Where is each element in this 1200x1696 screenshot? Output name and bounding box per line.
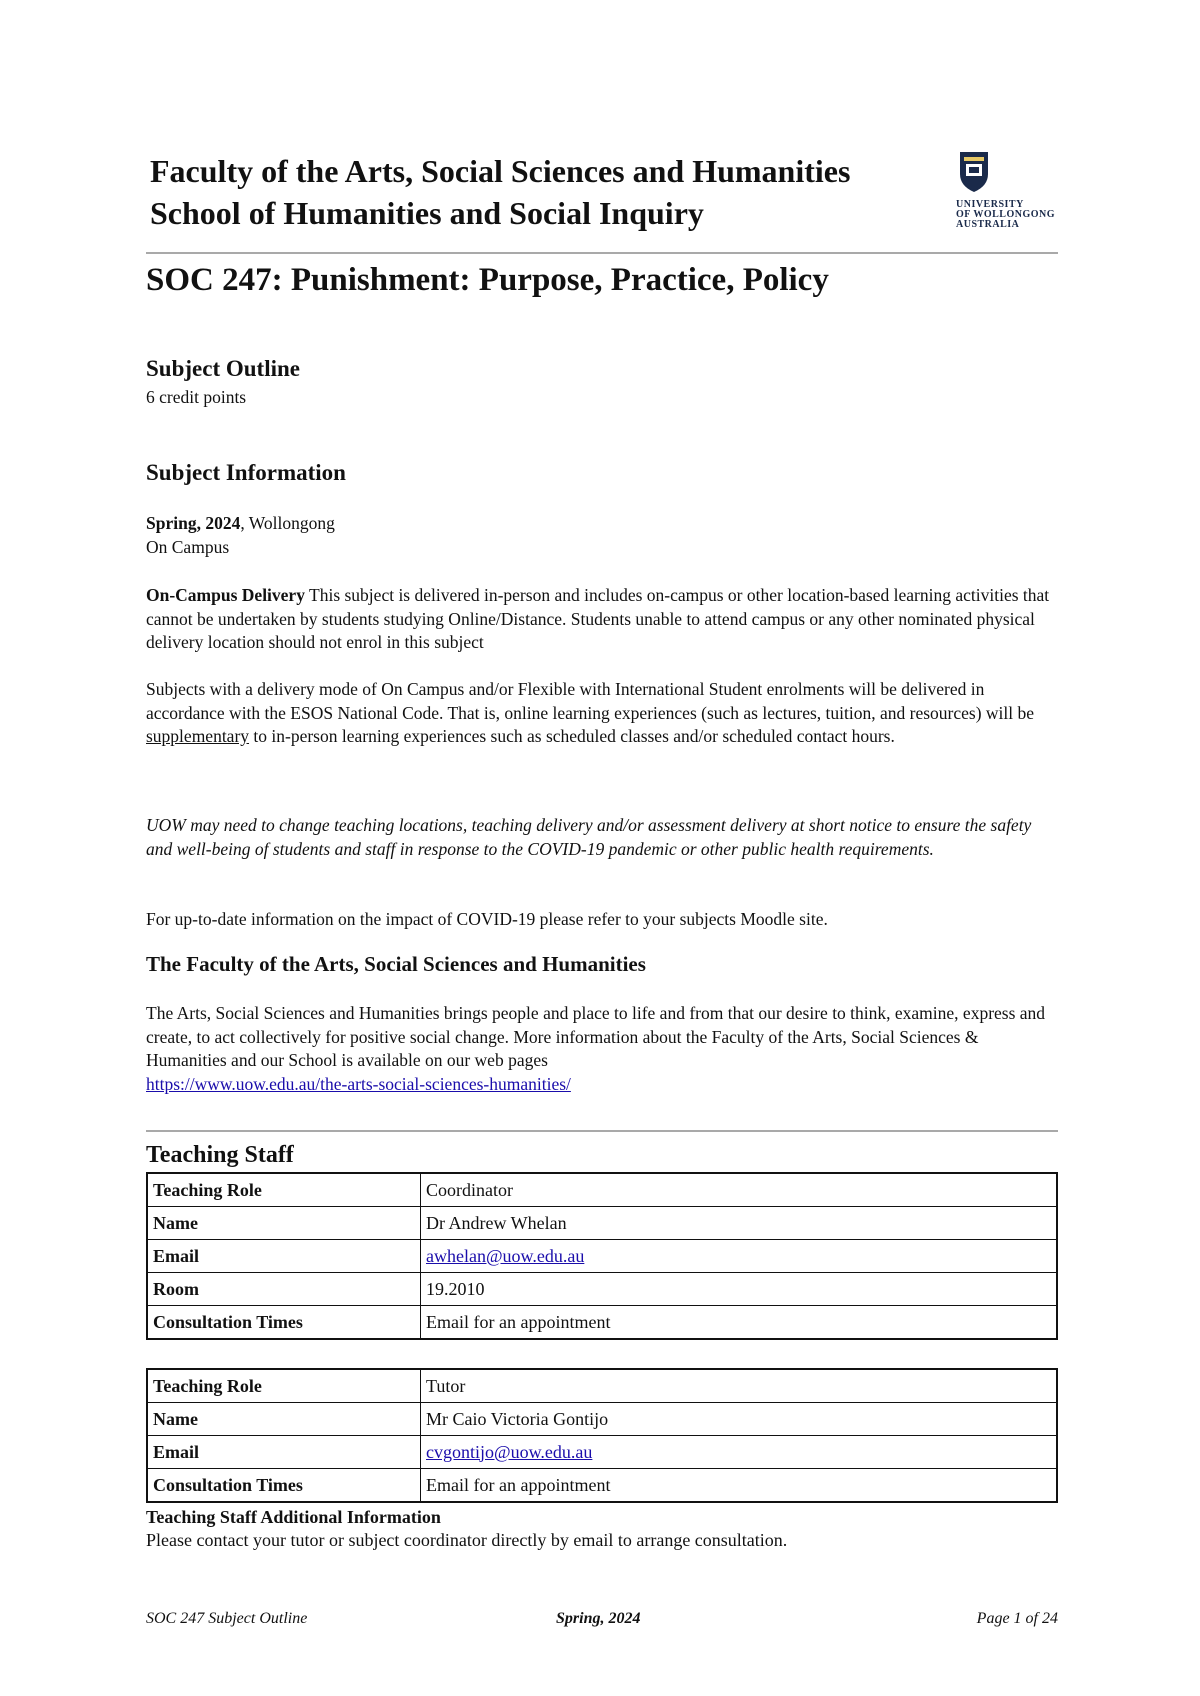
- table-row: Name Dr Andrew Whelan: [147, 1207, 1057, 1240]
- faculty-header: [150, 150, 850, 234]
- table-row: Teaching Role Tutor: [147, 1369, 1057, 1403]
- on-campus-delivery-paragraph: [146, 584, 1058, 655]
- subject-title: SOC 247: Punishment: Purpose, Practice, Policy: [146, 262, 829, 298]
- session-label: Spring, 2024: [146, 513, 241, 533]
- subject-information-heading: Subject Information: [146, 460, 346, 485]
- teaching-staff-heading: Teaching Staff: [146, 1142, 294, 1168]
- faculty-name: Faculty of the Arts, Social Sciences and Humanities: [150, 153, 851, 189]
- on-campus-delivery-label: On-Campus Delivery: [146, 585, 305, 605]
- supplementary-word: supplementary: [146, 726, 250, 746]
- credit-points: 6 credit points: [146, 387, 247, 407]
- delivery-mode: On Campus: [146, 536, 230, 557]
- section-divider: [146, 1130, 1058, 1132]
- staff-additional-heading: Teaching Staff Additional Information: [146, 1507, 441, 1527]
- coordinator-table: [146, 1172, 1058, 1340]
- table-row: Name Mr Caio Victoria Gontijo: [147, 1403, 1057, 1436]
- international-students-paragraph: Subjects with a delivery mode of On Campus and/or Flexible with International Student enrolments will be delivered in accordance with the ESOS National Code. That is, online learning experiences (such as lectures, tuition, and resources) will be supplementary to in-person learning experiences such as scheduled classes and/or scheduled contact hours.: [146, 679, 1035, 746]
- school-name: School of Humanities and Social Inquiry: [150, 195, 704, 231]
- table-row: Email cvgontijo@uow.edu.au: [147, 1436, 1057, 1469]
- footer-page-number: Page 1 of 24: [976, 1610, 1058, 1627]
- session-info: [146, 512, 1058, 559]
- coordinator-email-link[interactable]: awhelan@uow.edu.au: [426, 1245, 585, 1266]
- table-row: Consultation Times Email for an appointment: [147, 1306, 1057, 1340]
- footer-session: Spring, 2024: [556, 1610, 641, 1627]
- table-row: Email awhelan@uow.edu.au: [147, 1240, 1057, 1273]
- tutor-email-link[interactable]: cvgontijo@uow.edu.au: [426, 1441, 593, 1462]
- table-row: Consultation Times Email for an appointment: [147, 1469, 1057, 1503]
- faculty-section-heading: The Faculty of the Arts, Social Sciences and Humanities: [146, 952, 646, 976]
- table-row: Room 19.2010: [147, 1273, 1057, 1306]
- covid-notice: UOW may need to change teaching locations, teaching delivery and/or assessment delivery at short notice to ensure the safety and well-being of students and staff in response to the COVID-19 pandemic or other public health requirements.: [146, 815, 1032, 859]
- staff-additional-info: [146, 1506, 1058, 1552]
- on-campus-delivery-text: This subject is delivered in-person and includes on-campus or other location-based learning activities that cannot be undertaken by students studying Online/Distance. Students unable to attend campus or any other nominated physical delivery location should not enrol in this subject: [146, 585, 1050, 652]
- tutor-table: [146, 1368, 1058, 1503]
- session-campus: , Wollongong: [240, 513, 335, 533]
- footer-subject: SOC 247 Subject Outline: [146, 1610, 308, 1627]
- header-divider: [146, 252, 1058, 254]
- staff-additional-text: Please contact your tutor or subject coordinator directly by email to arrange consultation.: [146, 1530, 788, 1550]
- covid-info: For up-to-date information on the impact of COVID-19 please refer to your subjects Moodle site.: [146, 909, 828, 929]
- table-row: Teaching Role Coordinator: [147, 1173, 1057, 1207]
- faculty-section-text: The Arts, Social Sciences and Humanities brings people and place to life and from that our desire to think, examine, express and create, to act collectively for positive social change. More information about the Faculty of the Arts, Social Sciences & Humanities and our School is available on our web pages https://www.uow.edu.au/the-arts-social-sciences-humanities/: [146, 1003, 1046, 1094]
- faculty-web-link[interactable]: https://www.uow.edu.au/the-arts-social-sciences-humanities/: [146, 1073, 571, 1094]
- subject-outline-heading: Subject Outline: [146, 356, 300, 381]
- university-logo-text: UNIVERSITY OF WOLLONGONG AUSTRALIA: [956, 199, 1056, 230]
